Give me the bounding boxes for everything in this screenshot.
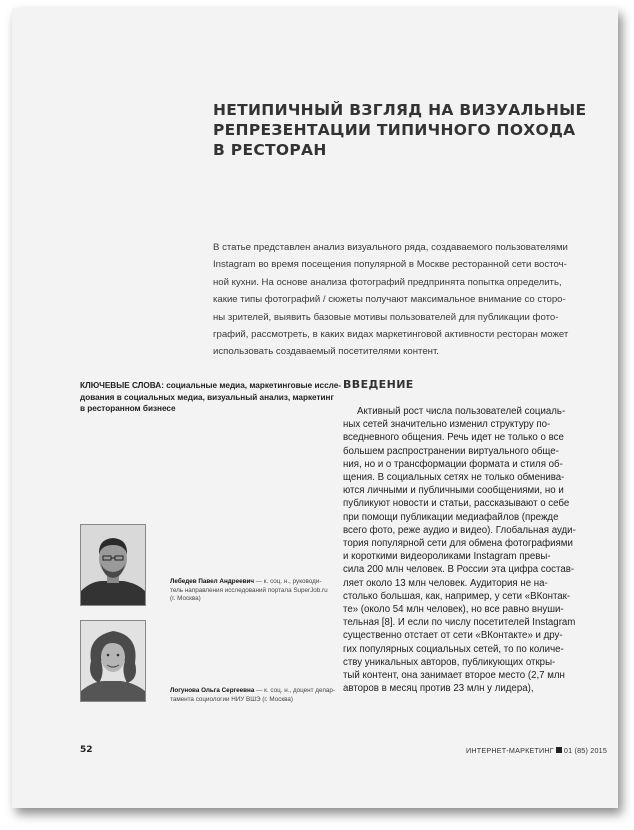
author-credentials: тамента социологии НИУ ВШЭ (г. Москва)	[170, 695, 294, 703]
body-line: ных сетей значительно изменил структуру по-	[343, 419, 551, 431]
author-credentials: (г. Москва)	[170, 595, 201, 603]
abstract-line: ны зрителей, выявить базовые мотивы пользователей для публикации фото-	[213, 311, 559, 323]
journal-footer	[466, 746, 607, 755]
body-column	[343, 405, 588, 695]
author-name: Лебедев Павел Андреевич	[170, 578, 255, 585]
body-line: ния, но и о трансформации формата и стиля об-	[343, 458, 563, 470]
body-line: ются личными и публичными сообщениями, но и	[343, 485, 564, 497]
body-line: Активный рост числа пользователей социаль-	[357, 406, 566, 417]
author-info	[170, 578, 330, 604]
body-line: при помощи публикации медиафайлов (прежде	[343, 511, 559, 523]
author-credentials: — к. соц. н., руководи-	[254, 578, 322, 585]
title-line: НЕТИПИЧНЫЙ ВЗГЛЯД НА ВИЗУАЛЬНЫЕ	[213, 101, 587, 119]
body-line: и короткими видеороликами Instagram превы-	[343, 551, 551, 563]
body-line: вседневного общения. Речь идет не только о все	[343, 432, 564, 444]
body-line: столько большая, как, например, у сети «ВКонтак-	[343, 590, 571, 602]
abstract-line: графий, рассмотреть, в каких видах маркетинговой активности ресторан может	[213, 329, 569, 341]
body-line: ству уникальных авторов, публикующих откры-	[343, 656, 556, 668]
body-line: те» (около 54 млн человек), но все равно внуши-	[343, 604, 564, 616]
body-line: тельная [8]. И если по числу посетителей Instagram	[343, 617, 576, 629]
page-number: 52	[80, 745, 93, 755]
body-line: тория популярной сети для обмена фотографиями	[343, 538, 573, 550]
body-line: существенно отстает от сети «ВКонтакте» и дру-	[343, 630, 563, 642]
keywords-line: дования в социальных медиа, визуальный анализ, маркетинг	[80, 392, 334, 402]
author-name: Логунова Ольга Сергеевна	[170, 687, 255, 694]
author-photo	[80, 620, 146, 702]
body-line: тый контент, она занимает второе место (2,7 млн	[343, 670, 565, 682]
journal-issue: 01 (85) 2015	[563, 746, 608, 755]
body-line: сила 200 млн человек. В России эта цифра состав-	[343, 564, 575, 576]
author-credentials: тель направления исследований портала SuperJob.ru	[170, 586, 328, 594]
keywords-line: в ресторанном бизнесе	[80, 404, 176, 413]
abstract	[213, 239, 585, 361]
author-credentials: — к. соц. н., доцент депар-	[254, 687, 335, 694]
body-line: публикуют новости и статьи, рассказывают о себе	[343, 498, 570, 510]
square-separator-icon	[556, 747, 562, 753]
title-line: РЕПРЕЗЕНТАЦИИ ТИПИЧНОГО ПОХОДА	[213, 121, 576, 139]
abstract-line: В статье представлен анализ визуального ряда, создаваемого пользователями	[213, 242, 568, 253]
author-info	[170, 687, 335, 704]
abstract-line: какие типы фотографий / сюжеты получают максимальное внимание со сторо-	[213, 294, 566, 306]
body-line: всего фото, реже аудио и видео). Глобальная ауди-	[343, 524, 576, 536]
body-line: щения. В социальных сетях не только обменива-	[343, 472, 565, 484]
author-photo	[80, 524, 146, 606]
journal-name: ИНТЕРНЕТ-МАРКЕТИНГ	[466, 746, 554, 755]
body-line: гих популярных социальных сетей, то по количе-	[343, 643, 564, 655]
body-line: большем распространении виртуального обще-	[343, 445, 559, 457]
body-line: ляет около 13 млн человек. Аудитория не на-	[343, 577, 548, 589]
title-line: В РЕСТОРАН	[213, 141, 327, 159]
abstract-line: Instagram во время посещения популярной в Москве ресторанной сети восточ-	[213, 259, 567, 271]
section-heading: ВВЕДЕНИЕ	[343, 378, 414, 391]
body-line: авторов в месяц против 23 млн у лидера),	[343, 683, 534, 695]
keywords-label: КЛЮЧЕВЫЕ СЛОВА:	[80, 381, 164, 390]
article-title	[213, 100, 587, 160]
abstract-line: ной кухни. На основе анализа фотографий предпринята попытка определить,	[213, 276, 562, 288]
keywords-line: социальные медиа, маркетинговые иссле-	[163, 381, 342, 390]
keywords-block	[80, 380, 342, 415]
abstract-line: использовать создаваемый посетителями контент.	[213, 346, 439, 358]
